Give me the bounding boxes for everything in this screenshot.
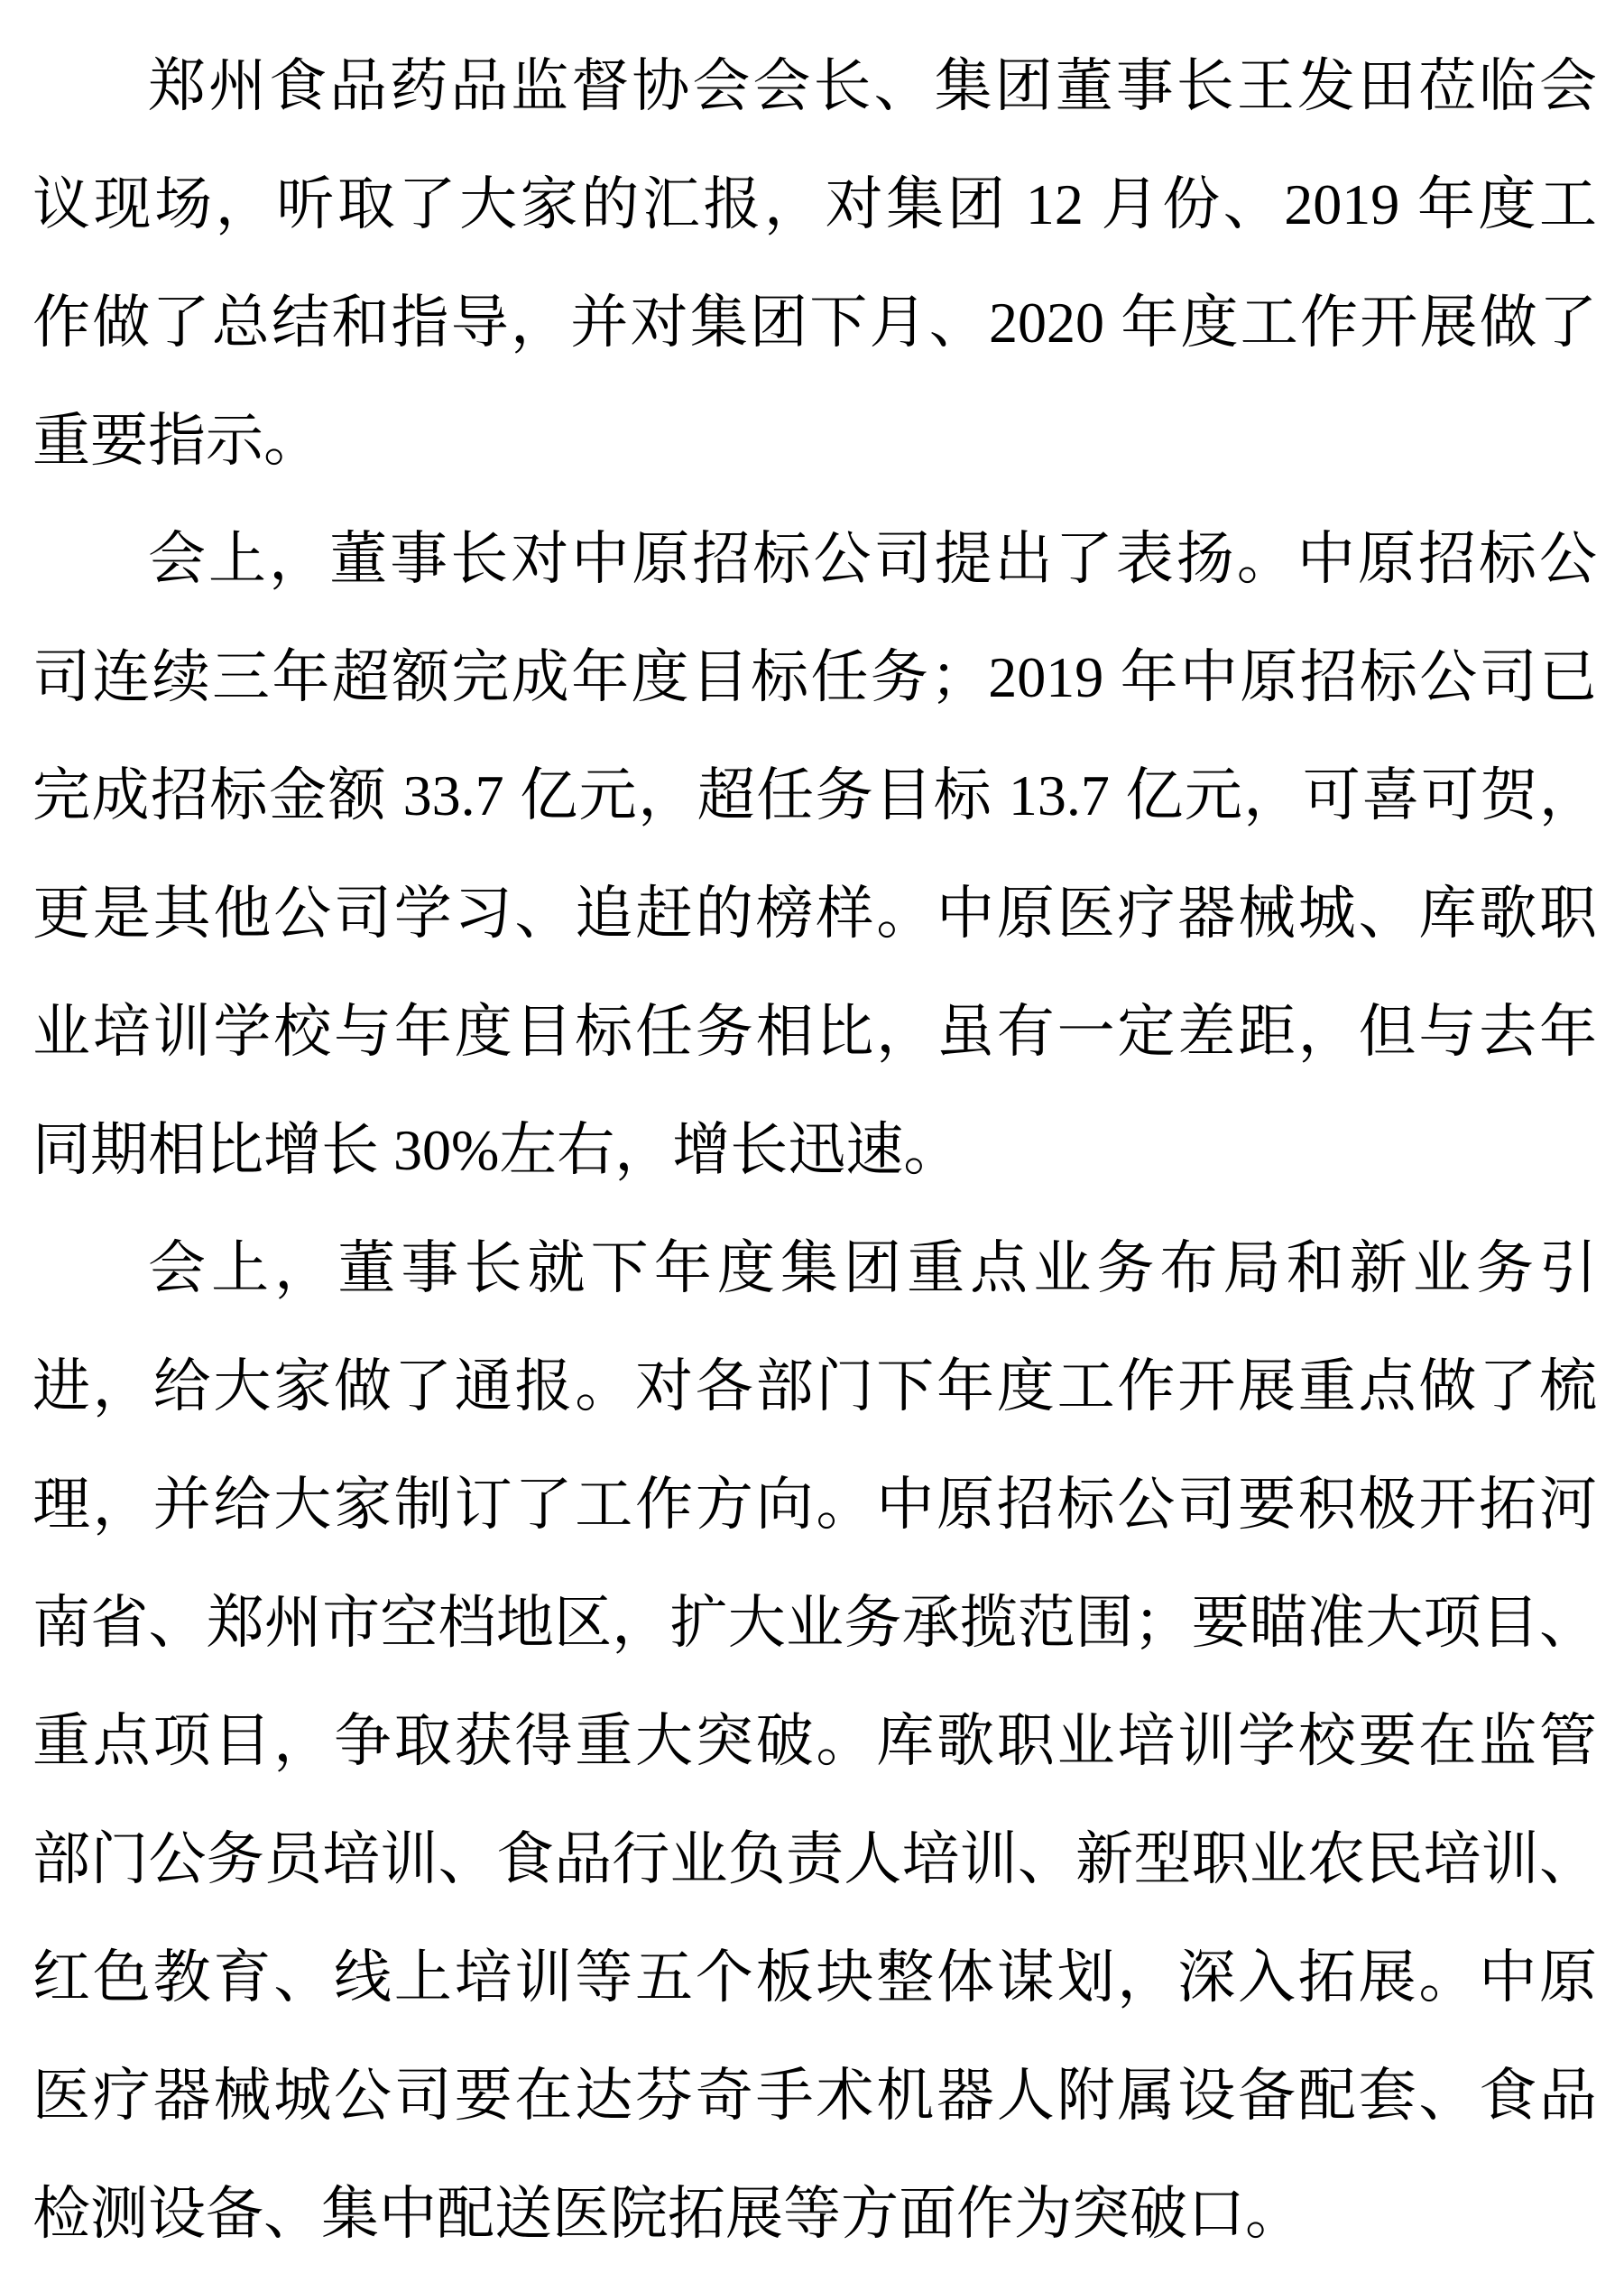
text-line: 完成招标金额 33.7 亿元，超任务目标 13.7 亿元，可喜可贺， [32,763,1597,827]
text-line: 理，并给大家制订了工作方向。中原招标公司要积极开拓河 [32,1473,1597,1537]
text-line: 检测设备、集中配送医院拓展等方面作为突破口。 [32,2182,1303,2246]
text-line: 更是其他公司学习、追赶的榜样。中原医疗器械城、库歌职 [32,882,1597,946]
text-line: 红色教育、线上培训等五个板块整体谋划，深入拓展。中原 [32,1945,1597,2010]
text-line: 重点项目，争取获得重大突破。库歌职业培训学校要在监管 [32,1709,1597,1773]
text-line: 会上，董事长对中原招标公司提出了表扬。中原招标公 [148,527,1597,591]
text-line: 郑州食品药品监督协会会长、集团董事长王发田莅临会 [148,54,1597,118]
text-line: 议现场，听取了大家的汇报，对集团 12 月份、2019 年度工 [32,172,1597,236]
text-line: 会上，董事长就下年度集团重点业务布局和新业务引 [148,1236,1597,1300]
paragraph [32,1209,1597,2273]
text-line: 医疗器械城公司要在达芬奇手术机器人附属设备配套、食品 [32,2064,1597,2128]
paragraph [32,500,1597,1209]
text-line: 作做了总结和指导，并对集团下月、2020 年度工作开展做了 [32,291,1597,355]
text-line: 南省、郑州市空档地区，扩大业务承揽范围；要瞄准大项目、 [32,1591,1597,1655]
text-line: 进，给大家做了通报。对各部门下年度工作开展重点做了梳 [32,1354,1597,1418]
text-line: 部门公务员培训、食品行业负责人培训、新型职业农民培训、 [32,1827,1597,1891]
text-line: 重要指示。 [32,409,321,473]
text-line: 同期相比增长 30%左右，增长迅速。 [32,1118,962,1182]
text-line: 司连续三年超额完成年度目标任务；2019 年中原招标公司已 [32,645,1597,709]
text-line: 业培训学校与年度目标任务相比，虽有一定差距，但与去年 [32,1000,1597,1064]
paragraph [32,27,1597,500]
